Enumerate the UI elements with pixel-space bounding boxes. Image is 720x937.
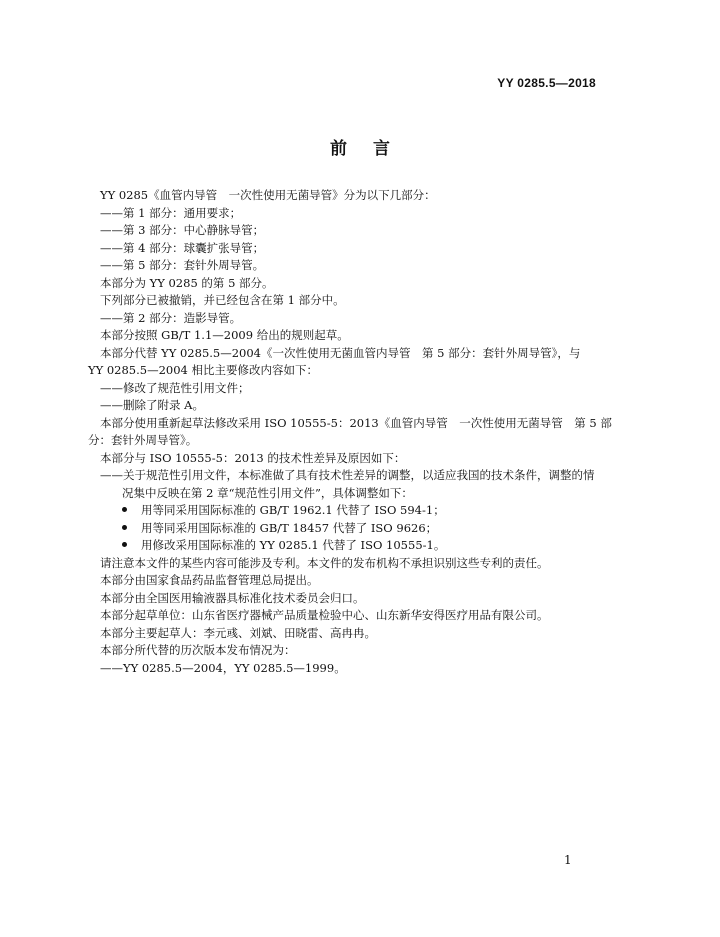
line-text: 本部分起草单位：山东省医疗器械产品质量检验中心、山东新华安得医疗用品有限公司。 xyxy=(100,608,549,622)
text-line xyxy=(88,415,610,433)
text-line xyxy=(88,310,610,328)
line-text: ——YY 0285.5—2004，YY 0285.5—1999。 xyxy=(100,660,346,675)
line-text: 本部分与 ISO 10555-5：2013 的技术性差异及原因如下： xyxy=(100,450,406,465)
bullet-icon xyxy=(122,525,127,530)
text-line xyxy=(88,555,610,573)
line-text: ——第 3 部分：中心静脉导管； xyxy=(100,223,265,237)
document-id-header: YY 0285.5—2018 xyxy=(497,76,596,90)
bullet-icon xyxy=(122,507,127,512)
line-text: 本部分代替 YY 0285.5—2004《一次性使用无菌血管内导管 第 5 部分：套针外周导管》，与 xyxy=(100,345,581,360)
text-line xyxy=(88,240,610,258)
text-line xyxy=(88,345,610,363)
line-text: 本部分按照 GB/T 1.1—2009 给出的规则起草。 xyxy=(100,328,349,342)
line-text: YY 0285《血管内导管 一次性使用无菌导管》分为以下几部分： xyxy=(100,188,436,202)
text-line xyxy=(88,572,610,590)
text-line xyxy=(88,397,610,415)
line-text: 用等同采用国际标准的 GB/T 18457 代替了 ISO 9626； xyxy=(141,520,438,535)
line-text: 本部分由全国医用输液器具标准化技术委员会归口。 xyxy=(100,590,365,605)
line-text: ——第 2 部分：造影导管。 xyxy=(100,310,242,325)
bullet-item xyxy=(88,537,610,555)
text-line xyxy=(88,362,610,380)
text-line xyxy=(88,205,610,223)
text-line xyxy=(88,642,610,660)
text-line xyxy=(88,485,610,503)
line-text: 本部分由国家食品药品监督管理总局提出。 xyxy=(100,573,319,587)
foreword-body xyxy=(88,187,610,677)
line-text: ——第 1 部分：通用要求； xyxy=(100,205,242,220)
line-text: ——关于规范性引用文件，本标准做了具有技术性差异的调整，以适应我国的技术条件，调整的情 xyxy=(100,468,595,482)
line-text: 请注意本文件的某些内容可能涉及专利。本文件的发布机构不承担识别这些专利的责任。 xyxy=(100,555,549,570)
text-line xyxy=(88,660,610,678)
text-line xyxy=(88,187,610,205)
text-line xyxy=(88,467,610,485)
text-line xyxy=(88,590,610,608)
bullet-item xyxy=(88,520,610,538)
bullet-icon xyxy=(122,542,127,547)
text-line xyxy=(88,380,610,398)
line-text: ——第 5 部分：套针外周导管。 xyxy=(100,258,265,272)
text-line xyxy=(88,432,610,450)
line-text: 下列部分已被撤销，并已经包含在第 1 部分中。 xyxy=(100,293,345,307)
line-text: 本部分所代替的历次版本发布情况为： xyxy=(100,643,296,657)
line-text: YY 0285.5—2004 相比主要修改内容如下： xyxy=(88,363,318,377)
line-text: 本部分为 YY 0285 的第 5 部分。 xyxy=(100,275,274,290)
text-line xyxy=(88,292,610,310)
line-text: 本部分使用重新起草法修改采用 ISO 10555-5：2013《血管内导管 一次性使用无菌导管 第 5 部 xyxy=(100,415,612,430)
page-number: 1 xyxy=(564,853,572,867)
line-text: 分：套针外周导管》。 xyxy=(88,433,198,447)
line-text: 本部分主要起草人：李元彧、刘斌、田晓雷、高冉冉。 xyxy=(100,625,376,640)
text-line xyxy=(88,625,610,643)
page-title: 前言 xyxy=(330,139,416,159)
line-text: 用修改采用国际标准的 YY 0285.1 代替了 ISO 10555-1。 xyxy=(141,538,446,552)
text-line xyxy=(88,607,610,625)
line-text: ——删除了附录 A。 xyxy=(100,398,204,412)
line-text: 况集中反映在第 2 章“规范性引用文件”，具体调整如下： xyxy=(122,485,413,500)
text-line xyxy=(88,450,610,468)
bullet-item xyxy=(88,502,610,520)
text-line xyxy=(88,327,610,345)
line-text: 用等同采用国际标准的 GB/T 1962.1 代替了 ISO 594-1； xyxy=(141,503,445,517)
line-text: ——第 4 部分：球囊扩张导管； xyxy=(100,240,265,255)
text-line xyxy=(88,257,610,275)
text-line xyxy=(88,275,610,293)
text-line xyxy=(88,222,610,240)
line-text: ——修改了规范性引用文件； xyxy=(100,380,250,395)
